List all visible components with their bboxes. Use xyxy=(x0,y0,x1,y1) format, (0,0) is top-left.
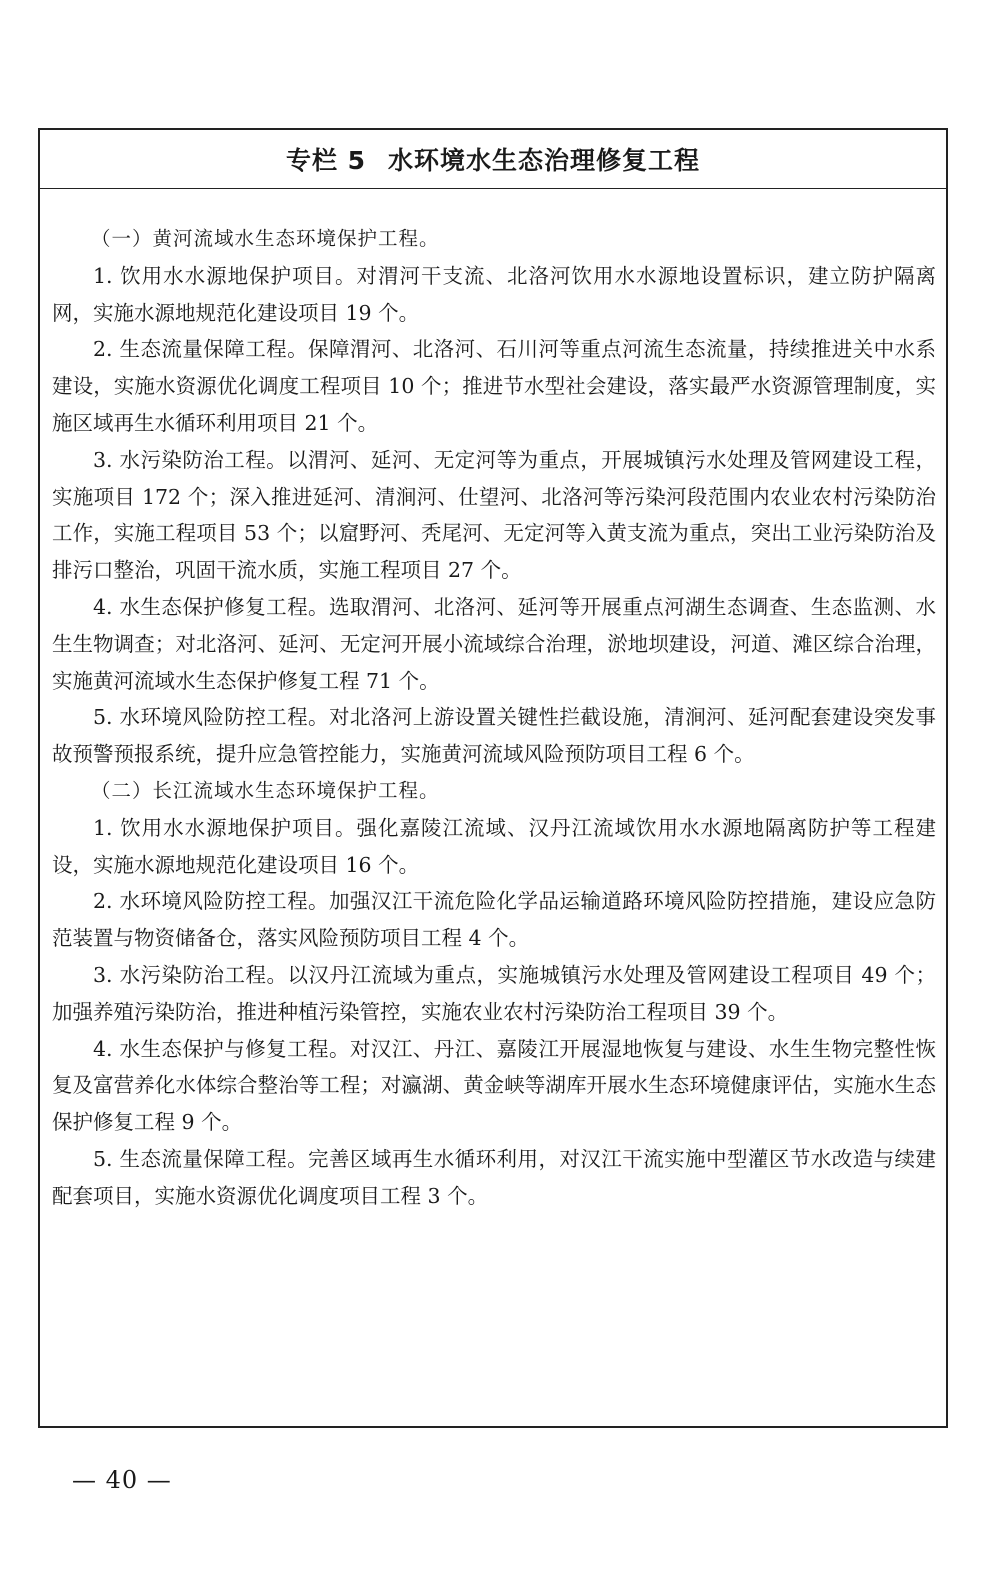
list-item: 5. 生态流量保障工程。完善区域再生水循环利用，对汉江干流实施中型灌区节水改造与续建配套项目，实施水资源优化调度项目工程 3 个。 xyxy=(52,1146,936,1208)
list-item: 3. 水污染防治工程。以渭河、延河、无定河等为重点，开展城镇污水处理及管网建设工程，实施项目 172 个；深入推进延河、清涧河、仕望河、北洛河等污染河段范围内农业农村污染防治工作，实施工程项目 53 个；以窟野河、秃尾河、无定河等入黄支流为重点，突出工业污染防治及排污口整治，巩固干流水质，实施工程项目 27 个。 xyxy=(52,447,936,583)
panel-header xyxy=(40,130,946,189)
list-item: 4. 水生态保护与修复工程。对汉江、丹江、嘉陵江开展湿地恢复与建设、水生生物完整性恢复及富营养化水体综合整治等工程；对瀛湖、黄金峡等湖库开展水生态环境健康评估，实施水生态保护修复工程 9 个。 xyxy=(52,1036,936,1135)
panel-body xyxy=(40,189,946,1215)
list-item: 4. 水生态保护修复工程。选取渭河、北洛河、延河等开展重点河湖生态调查、生态监测、水生生物调查；对北洛河、延河、无定河开展小流域综合治理，淤地坝建设，河道、滩区综合治理，实施黄河流域水生态保护修复工程 71 个。 xyxy=(52,594,936,693)
section-heading-yangtze-river: （二）长江流域水生态环境保护工程。 xyxy=(91,778,440,802)
page-number: — 40 — xyxy=(72,1466,172,1494)
column-panel xyxy=(38,128,948,1428)
list-item: 2. 生态流量保障工程。保障渭河、北洛河、石川河等重点河流生态流量，持续推进关中水系建设，实施水资源优化调度工程项目 10 个；推进节水型社会建设，落实最严水资源管理制度，实施区域再生水循环利用项目 21 个。 xyxy=(52,337,936,435)
list-item: 2. 水环境风险防控工程。加强汉江干流危险化学品运输道路环境风险防控措施，建设应急防范装置与物资储备仓，落实风险预防项目工程 4 个。 xyxy=(52,889,936,951)
list-item: 3. 水污染防治工程。以汉丹江流域为重点，实施城镇污水处理及管网建设工程项目 49 个；加强养殖污染防治，推进种植污染管控，实施农业农村污染防治工程项目 39 个。 xyxy=(52,962,936,1024)
list-item: 5. 水环境风险防控工程。对北洛河上游设置关键性拦截设施，清涧河、延河配套建设突发事故预警预报系统，提升应急管控能力，实施黄河流域风险预防项目工程 6 个。 xyxy=(52,705,936,767)
panel-title-prefix: 专栏 5 xyxy=(285,146,367,175)
panel-title-main: 水环境水生态治理修复工程 xyxy=(388,146,701,175)
list-item: 1. 饮用水水源地保护项目。对渭河干支流、北洛河饮用水水源地设置标识，建立防护隔离网，实施水源地规范化建设项目 19 个。 xyxy=(52,263,936,325)
list-item: 1. 饮用水水源地保护项目。强化嘉陵江流域、汉丹江流域饮用水水源地隔离防护等工程建设，实施水源地规范化建设项目 16 个。 xyxy=(52,815,936,877)
section-heading-yellow-river: （一）黄河流域水生态环境保护工程。 xyxy=(91,227,440,250)
panel-title xyxy=(286,141,700,177)
